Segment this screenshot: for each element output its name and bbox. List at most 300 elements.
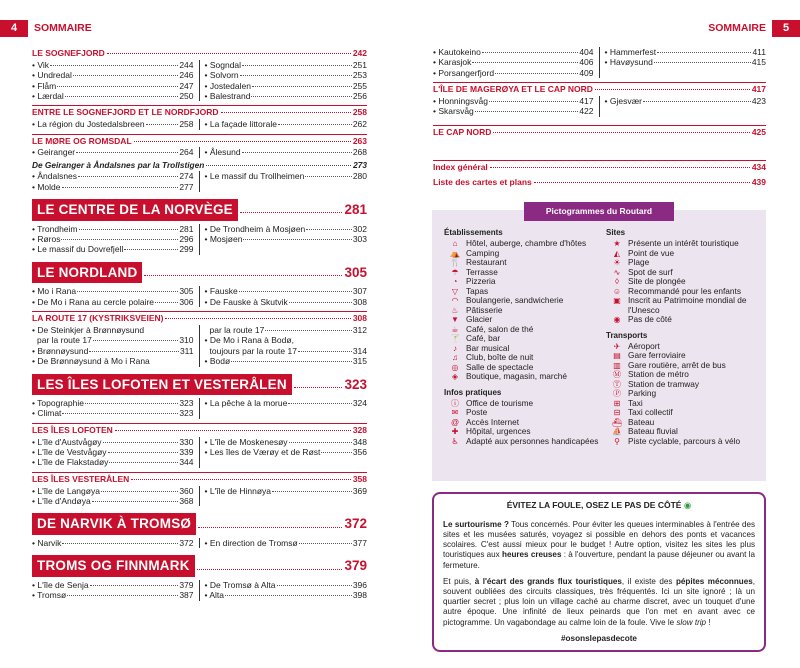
toc-entry (32, 590, 194, 600)
toc-entry-page: 311 (179, 345, 194, 356)
toc-entry-label: • Fauske (204, 286, 238, 297)
toc-column (200, 538, 368, 548)
callout-p1-b: : à l'ouverture, pendant la pause déjeuner ou avant la fermeture. (443, 550, 756, 570)
section-title: ENTRE LE SOGNEFJORD ET LE NORDFJORD (32, 107, 219, 118)
toc-column (32, 580, 200, 601)
toc-entry (32, 297, 194, 307)
pictogram-icon: ♿ (451, 436, 459, 446)
subsection-title: De Geiranger à Åndalsnes par la Trollstigen (32, 159, 205, 170)
left-page-number: 4 (0, 20, 28, 37)
pictogram-icon: ⚲ (614, 436, 620, 446)
toc-entry (32, 119, 194, 129)
toc-entry (32, 335, 194, 345)
toc-column (200, 325, 368, 367)
section-page: 439 (751, 177, 766, 188)
toc-entry-page: 411 (752, 47, 766, 57)
dot-leader (242, 65, 352, 66)
dot-leader (109, 462, 178, 463)
toc-entry (32, 408, 194, 418)
spacer (433, 138, 766, 156)
pictogram-icon: ◈ (451, 372, 459, 382)
pictogram-label: Boulangerie, sandwicherie (466, 295, 564, 306)
dot-leader (89, 351, 179, 352)
pictogram-icon: ★ (613, 239, 621, 249)
section-page: 258 (352, 107, 367, 118)
toc-entry (205, 447, 368, 457)
toc-entry (205, 580, 368, 590)
section-page: 425 (751, 126, 766, 137)
pictogram-label: Accès Internet (466, 416, 520, 427)
toc-entry-label: • L'île de Moskenesøy (204, 436, 288, 447)
toc-entry-page: 307 (352, 286, 367, 297)
toc-entry-page: 314 (352, 345, 367, 356)
toc-columns (32, 147, 367, 157)
section-heading (32, 105, 367, 118)
pictogram-icon: ∿ (613, 267, 621, 277)
toc-entry-page: 387 (179, 590, 194, 601)
dot-leader (77, 291, 178, 292)
dot-leader (306, 229, 352, 230)
dot-leader (206, 165, 351, 166)
region-page: 305 (344, 264, 367, 280)
toc-entry (32, 234, 194, 244)
pictogram-label: Adapté aux personnes handicapées (466, 435, 599, 446)
toc-entry-label: • L'île de Hinnøya (204, 485, 271, 496)
pictogram-label: Restaurant (466, 257, 507, 268)
toc-entry-page: 274 (179, 171, 194, 182)
toc-entry (32, 244, 194, 254)
pictogram-label: Recommandé pour les enfants (628, 285, 741, 296)
toc-entry-page: 277 (179, 181, 194, 192)
dot-leader (90, 585, 179, 586)
toc-entry-page: 398 (352, 590, 367, 601)
toc-entry-page: 404 (579, 47, 594, 57)
callout-p2-c: , souvent oubliées des circuits classiques, très fréquentés. Ici un site ignoré ; là un quartier secret ; plus loin un village caché au charme discret, avec un touquet d'une autre époque. Une infinité de lieux peinards que l'on met en avant avec ce pictogramme. Un vagabondage au calme loin de la foule. Vive le (443, 576, 755, 627)
toc-entry (205, 356, 368, 366)
dot-leader (534, 182, 750, 183)
toc-entry-page: 250 (179, 90, 194, 101)
section-page: 434 (751, 161, 766, 172)
toc-entry-label: • Les îles de Værøy et de Røst (204, 447, 321, 458)
region-heading (32, 374, 367, 396)
right-header-title: SOMMAIRE (702, 22, 772, 34)
region-page: 372 (344, 516, 367, 532)
region-heading (32, 262, 367, 284)
toc-entry (32, 286, 194, 296)
callout-paragraph-1 (443, 520, 755, 571)
dot-leader (251, 96, 351, 97)
callout-p2-bold1: à l'écart des grands flux touristiques (474, 576, 622, 586)
dot-leader (107, 53, 351, 54)
pictogram-icon: Ⓟ (613, 389, 621, 399)
toc-entry (433, 68, 594, 78)
toc-entry-page: 356 (352, 447, 367, 458)
toc-entry (32, 70, 194, 80)
region-title: TROMS OG FINNMARK (32, 555, 195, 577)
toc-entry (205, 171, 368, 181)
pictogram-label: Gare ferroviaire (628, 350, 686, 361)
toc-entry (205, 147, 368, 157)
section-heading (32, 49, 367, 59)
toc-columns (32, 60, 367, 102)
toc-entry-page: 406 (579, 57, 594, 68)
dot-leader (62, 413, 178, 414)
toc-entry-page: 330 (179, 436, 194, 447)
pictogram-icon: ▽ (451, 286, 459, 296)
dot-leader (657, 52, 751, 53)
toc-entry-page: 246 (179, 70, 194, 81)
dot-leader (73, 75, 178, 76)
pictogram-icon: ◔ (452, 277, 458, 287)
callout-p1-bold: heures creuses (502, 550, 562, 560)
callout-title-text: ÉVITEZ LA FOULE, OSEZ LE PAS DE CÔTÉ (506, 500, 682, 510)
pictogram-icon: Ⓣ (613, 379, 621, 389)
toc-entry-label: • Sogndal (204, 59, 242, 70)
toc-column (32, 325, 200, 367)
toc-entry-page: 344 (179, 457, 194, 468)
toc-entry-label: • Solvorn (204, 70, 239, 81)
dot-leader (278, 124, 352, 125)
toc-entry-label: • Le massif du Trollheimen (204, 171, 305, 182)
pictogram-icon: ◠ (451, 296, 459, 306)
toc-columns (32, 171, 367, 192)
toc-entry-label: • Alta (204, 590, 225, 601)
toc-entry (32, 580, 194, 590)
toc-entry (205, 398, 368, 408)
toc-entry-label: • Tromsø (32, 590, 67, 601)
toc-entry-page: 253 (352, 70, 367, 81)
pictogram-icon: ▤ (613, 351, 621, 361)
pictogram-icon: 🍴 (450, 258, 460, 268)
pictogram-label: Site de plongée (628, 276, 686, 287)
callout-title (443, 501, 755, 511)
toc-entry-page: 256 (352, 90, 367, 101)
toc-entry (605, 47, 767, 57)
dot-leader (289, 302, 352, 303)
pictogram-label: Station de métro (628, 369, 689, 380)
dot-leader (493, 132, 749, 133)
left-toc (32, 46, 367, 601)
dot-leader (243, 239, 351, 240)
toc-entry-page: 247 (179, 80, 194, 91)
toc-entry-label: • Havøysund (604, 57, 653, 68)
toc-entry-page: 324 (352, 398, 367, 409)
pictogram-icon: ▣ (613, 296, 621, 306)
pictogram-label: Spot de surf (628, 266, 673, 277)
toc-entry-page: 296 (179, 234, 194, 244)
toc-entry (32, 224, 194, 234)
dot-leader (65, 96, 179, 97)
pictogram-label: Boutique, magasin, marché (466, 371, 568, 382)
toc-entry-label: • Flåm (32, 80, 57, 91)
dot-leader (242, 152, 352, 153)
section-heading (433, 178, 766, 188)
pictogram-label: Taxi collectif (628, 407, 673, 418)
pictogram-label: Présente un intérêt touristique (628, 238, 739, 249)
dot-leader (165, 318, 350, 319)
toc-entry-label: • Narvik (32, 537, 62, 548)
toc-entry-page: 369 (352, 485, 367, 496)
pictogram-item (444, 437, 606, 447)
dot-leader (272, 491, 352, 492)
region-page: 281 (344, 202, 367, 218)
toc-entry-label: • Ålesund (204, 147, 241, 158)
toc-entry (205, 486, 368, 496)
toc-entry (32, 325, 194, 335)
dot-leader (50, 65, 178, 66)
toc-entry (205, 70, 368, 80)
toc-column (600, 47, 767, 78)
dot-leader (62, 543, 178, 544)
toc-entry-label: • La pêche à la morue (204, 398, 288, 409)
section-heading (433, 82, 766, 95)
toc-column (200, 398, 368, 419)
toc-column (433, 96, 600, 117)
toc-column (200, 580, 368, 601)
dot-leader (239, 291, 352, 292)
toc-entry-page: 379 (179, 579, 194, 590)
toc-entry (32, 486, 194, 496)
toc-entry-page: 258 (179, 119, 194, 130)
pictogram-label: Café, salon de thé (466, 323, 534, 334)
dot-leader (101, 491, 178, 492)
toc-entry-label: • Lærdal (32, 90, 64, 101)
toc-entry-label: • Geiranger (32, 147, 76, 158)
dot-leader (144, 275, 342, 276)
toc-columns (32, 580, 367, 601)
dot-leader (131, 479, 351, 480)
pictogram-label: Salle de spectacle (466, 361, 534, 372)
toc-columns (433, 96, 766, 117)
dot-leader (252, 86, 352, 87)
toc-entry (205, 286, 368, 296)
toc-entry (205, 91, 368, 101)
toc-entry-label: • Le massif du Dovrefjell (32, 244, 124, 255)
toc-entry (32, 60, 194, 70)
callout-p1-a: Tous concernés. Pour éviter les queues interminables à l'entrée des sites et les musées saturés, voyagez si possible en dehors des ponts et vacances scolaires. C'est aussi mieux pour le budget ! Autre option, visitez les sites les plus touristiques aux (443, 519, 755, 560)
toc-entry (205, 60, 368, 70)
toc-entry-label: • Balestrand (204, 90, 251, 101)
dot-leader (475, 111, 579, 112)
pictogram-icon: ◊ (615, 277, 619, 287)
right-page-number: 5 (772, 20, 800, 37)
toc-columns (32, 224, 367, 255)
pictogram-label: Point de vue (628, 247, 675, 258)
toc-entry (32, 447, 194, 457)
pictogram-item (606, 315, 756, 325)
pictogram-icon: ♨ (451, 305, 459, 315)
section-title: Index général (433, 161, 488, 172)
subsection-heading (32, 161, 367, 171)
toc-entry-label: • Undredal (32, 70, 72, 81)
region-title: LE CENTRE DE LA NORVÈGE (32, 199, 238, 221)
pictogram-label: Pâtisserie (466, 304, 503, 315)
section-title: LA ROUTE 17 (KYSTRIKSVEIEN) (32, 313, 164, 324)
toc-entry (32, 496, 194, 506)
toc-entry-page: 417 (579, 95, 594, 106)
toc-entry-label: • Mo i Rana (32, 286, 77, 297)
section-title: LES ÎLES LOFOTEN (32, 424, 113, 435)
dot-leader (265, 330, 351, 331)
toc-column (200, 147, 368, 157)
pictogram-icon: ▼ (451, 315, 459, 325)
toc-entry (605, 96, 767, 106)
region-page: 379 (344, 558, 367, 574)
toc-entry (32, 171, 194, 181)
section-title: LE CAP NORD (433, 126, 492, 137)
toc-columns (32, 486, 367, 507)
pictogram-icon: ☕ (451, 324, 459, 334)
left-header-title: SOMMAIRE (28, 22, 98, 34)
toc-column (200, 119, 368, 129)
region-page: 323 (344, 376, 367, 392)
toc-entry (433, 106, 594, 116)
toc-entry-page: 262 (352, 119, 367, 130)
toc-entry-page: 360 (179, 485, 194, 496)
callout-p2-bold2: pépites méconnues (675, 576, 753, 586)
toc-entry-label: • Gjesvær (604, 95, 642, 106)
toc-entry-label: • L'île de Langøya (32, 485, 100, 496)
pictogram-icon: @ (450, 417, 460, 427)
toc-entry (32, 182, 194, 192)
section-page: 242 (352, 48, 367, 58)
dot-leader (92, 501, 179, 502)
dot-leader (277, 585, 352, 586)
toc-entry-label: • Kautokeino (433, 47, 481, 57)
dot-leader (57, 86, 178, 87)
dot-leader (240, 212, 343, 213)
toc-entry (32, 457, 194, 467)
dot-leader (489, 101, 578, 102)
dot-leader (221, 112, 351, 113)
toc-entry (32, 91, 194, 101)
toc-entry (32, 147, 194, 157)
toc-entry-label: • Bodø (204, 356, 231, 367)
pictogram-label: Club, boîte de nuit (466, 352, 534, 363)
toc-entry-page: 306 (179, 296, 194, 307)
toc-entry-page: 368 (179, 496, 194, 507)
pictogram-icon: ◉ (613, 315, 621, 325)
toc-entry (32, 356, 194, 366)
toc-entry-label: • L'île d'Andøya (32, 496, 91, 507)
dot-leader (103, 442, 179, 443)
toc-entry-label: • Trondheim (32, 223, 78, 234)
pictogram-label: Office de tourisme (466, 397, 534, 408)
toc-entry-page: 377 (352, 537, 367, 548)
toc-entry-label: toujours par la route 17 (209, 345, 297, 356)
toc-entry-page: 315 (352, 356, 367, 367)
toc-column (32, 538, 200, 548)
toc-columns (433, 47, 766, 78)
toc-column (32, 171, 200, 192)
pictogram-label: Camping (466, 247, 500, 258)
section-page: 358 (352, 473, 367, 484)
toc-entry (32, 538, 194, 548)
callout-lead: Le surtourisme ? (443, 519, 509, 529)
toc-entry (205, 335, 368, 345)
section-title: LE SOGNEFJORD (32, 48, 105, 58)
toc-entry-label: • Skarsvåg (433, 106, 474, 117)
toc-entry-page: 323 (179, 408, 194, 419)
dot-leader (305, 176, 351, 177)
pictogram-label: Bar musical (466, 342, 510, 353)
pictogram-item (606, 437, 756, 447)
toc-entry-page: 348 (352, 436, 367, 447)
pictogram-icon: ◭ (613, 248, 621, 258)
dot-leader (225, 595, 352, 596)
pictogram-col-left (444, 228, 606, 446)
toc-column (200, 486, 368, 507)
toc-column (32, 119, 200, 129)
pictogram-label: Terrasse (466, 266, 498, 277)
right-header (660, 20, 800, 37)
toc-columns (32, 398, 367, 419)
pictogram-label: Glacier (466, 314, 493, 325)
toc-entry (205, 234, 368, 244)
region-heading (32, 555, 367, 577)
dot-leader (289, 442, 352, 443)
toc-columns (32, 437, 367, 468)
callout-hashtag: #osonslepasdecote (561, 633, 637, 643)
dot-leader (76, 152, 178, 153)
dot-leader (231, 361, 352, 362)
callout-p2-a: Et puis, (443, 576, 475, 586)
pictogram-label: Taxi (628, 397, 643, 408)
toc-column (32, 286, 200, 307)
toc-entry-label: • L'île de Flakstadøy (32, 457, 109, 468)
region-heading (32, 199, 367, 221)
transports-group-title: Transports (606, 330, 648, 340)
toc-entry-page: 396 (352, 579, 367, 590)
toc-entry-label: • Honningsvåg (433, 95, 488, 106)
pictogram-label: Hôtel, auberge, chambre d'hôtes (466, 238, 587, 249)
toc-entry-page: 308 (352, 296, 367, 307)
toc-columns (32, 119, 367, 129)
section-heading (32, 134, 367, 147)
toc-entry (205, 538, 368, 548)
section-title: LES ÎLES VESTERÅLEN (32, 473, 130, 484)
toc-columns (32, 538, 367, 548)
toc-entry-page: 268 (352, 147, 367, 158)
toc-column (32, 224, 200, 255)
pictogram-icon: ⛴ (611, 417, 623, 427)
dot-leader (288, 403, 351, 404)
section-page: 417 (751, 84, 766, 95)
toc-entry-label: • Vik (32, 59, 49, 70)
pas-de-cote-icon: ◉ (683, 500, 692, 510)
pictogram-label: Tapas (466, 285, 489, 296)
toc-entry-page: 280 (352, 171, 367, 182)
section-title: Liste des cartes et plans (433, 177, 532, 188)
subsection-page: 273 (353, 159, 367, 170)
dot-leader (85, 403, 178, 404)
pictogram-label: Bateau (628, 416, 655, 427)
toc-entry-page: 409 (579, 67, 594, 78)
pictogram-label: Pizzeria (466, 276, 496, 287)
toc-entry-page: 422 (579, 106, 594, 117)
toc-entry-label: • Jostedalen (204, 80, 251, 91)
toc-column (433, 47, 600, 78)
toc-entry-label: • Brønnøysund (32, 345, 89, 356)
toc-column (32, 486, 200, 507)
section-heading (32, 423, 367, 436)
pictogram-label: Pas de côté (628, 314, 672, 325)
dot-leader (146, 124, 179, 125)
toc-entry (433, 57, 594, 67)
section-title: LE MØRE OG ROMSDAL (32, 135, 132, 146)
toc-entry (433, 96, 594, 106)
callout-p2-italic: slow trip (676, 617, 707, 627)
